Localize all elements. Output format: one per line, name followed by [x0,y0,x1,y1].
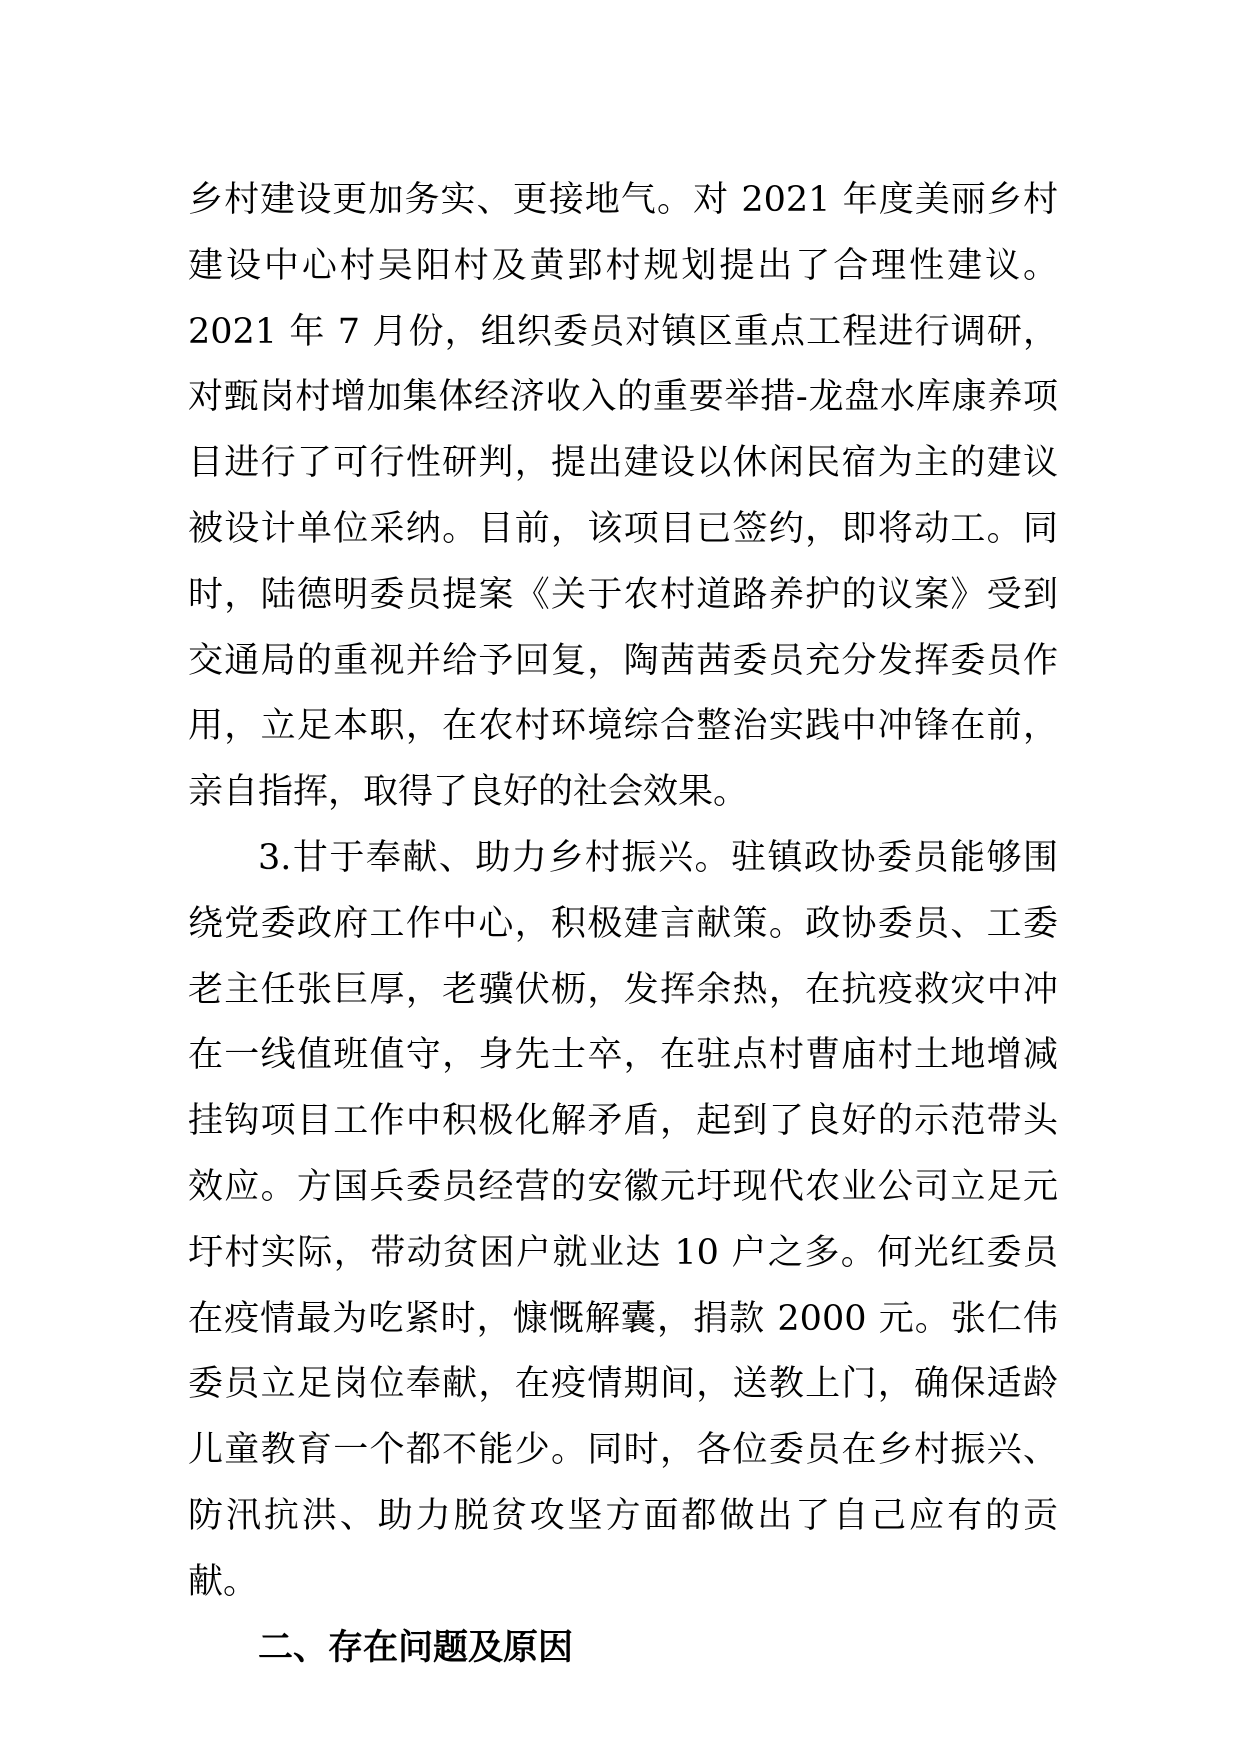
document-body [188,168,1058,1681]
paragraph-item-3: 3.甘于奉献、助力乡村振兴。驻镇政协委员能够围绕党委政府工作中心，积极建言献策。政协委员、工委老主任张巨厚，老骥伏枥，发挥余热，在抗疫救灾中冲在一线值班值守，身先士卒，在驻点村曹庙村土地增减挂钩项目工作中积极化解矛盾，起到了良好的示范带头效应。方国兵委员经营的安徽元圩现代农业公司立足元圩村实际，带动贫困户就业达 10 户之多。何光红委员在疫情最为吃紧时，慷慨解囊，捐款 2000 元。张仁伟委员立足岗位奉献，在疫情期间，送教上门，确保适龄儿童教育一个都不能少。同时，各位委员在乡村振兴、防汛抗洪、助力脱贫攻坚方面都做出了自己应有的贡献。 [188,837,1058,1602]
paragraph-continued: 乡村建设更加务实、更接地气。对 2021 年度美丽乡村建设中心村吴阳村及黄郢村规划提出了合理性建议。2021 年 7 月份，组织委员对镇区重点工程进行调研，对甄岗村增加集体经济收入的重要举措-龙盘水库康养项目进行了可行性研判，提出建设以休闲民宿为主的建议被设计单位采纳。目前，该项目已签约，即将动工。同时，陆德明委员提案《关于农村道路养护的议案》受到交通局的重视并给予回复，陶茜茜委员充分发挥委员作用，立足本职，在农村环境综合整治实践中冲锋在前，亲自指挥，取得了良好的社会效果。 [188,180,1058,813]
section-heading: 二、存在问题及原因 [258,1627,574,1668]
